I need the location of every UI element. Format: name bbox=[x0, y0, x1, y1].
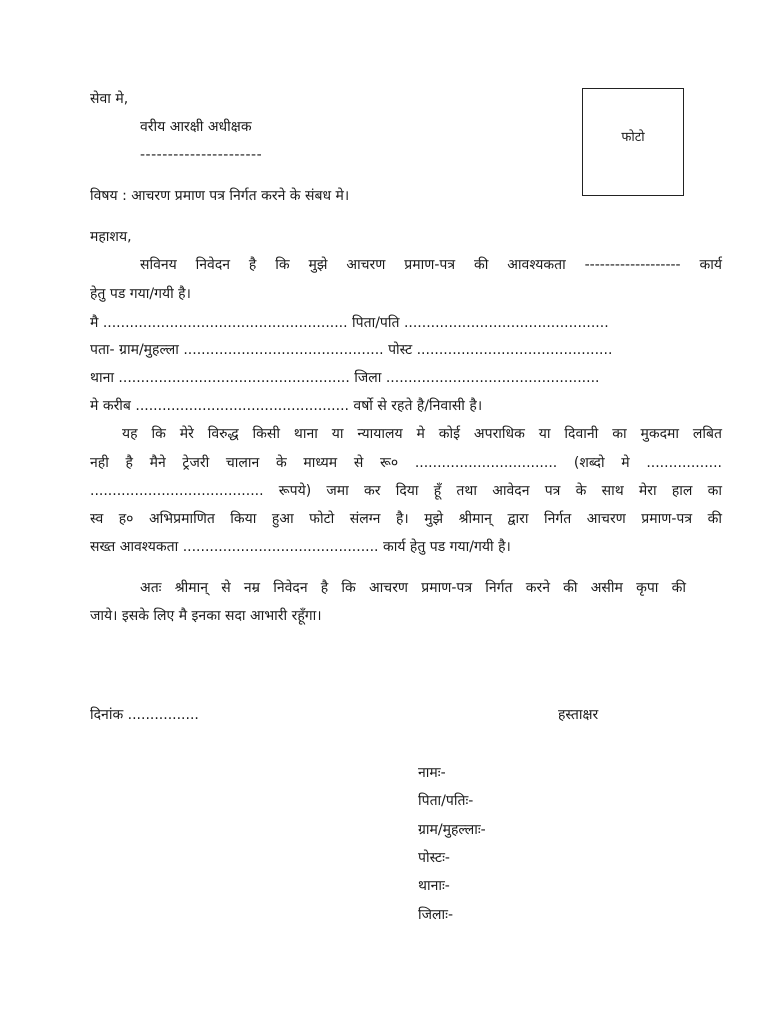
addressee-blank: ---------------------- bbox=[140, 147, 263, 163]
field-address-post: पता- ग्राम/मुहल्ला ............................................. पोस्ट ............................................ bbox=[90, 342, 613, 358]
para2-line2: नही है मैने ट्रेजरी चालान के माध्यम से रू० ................................ (शब्दो मे ................. bbox=[90, 455, 722, 471]
field-thana-district: थाना .................................................... जिला ................................................ bbox=[90, 370, 600, 386]
para2-line5: सख्त आवश्यकता ............................................ कार्य हेतु पड गया/गयी है। bbox=[90, 539, 511, 555]
subject-line: विषय : आचरण प्रमाण पत्र निर्गत करने के संबध मे। bbox=[90, 188, 350, 204]
sig-name: नामः- bbox=[418, 765, 446, 781]
para2-line4: स्व ह० अभिप्रमाणित किया हुआ फोटो संलग्न है। मुझे श्रीमान् द्वारा निर्गत आचरण प्रमाण-पत्र की bbox=[90, 511, 722, 527]
sig-thana: थानाः- bbox=[418, 878, 450, 894]
photo-box bbox=[582, 88, 684, 196]
para3-line2: जाये। इसके लिए मै इनका सदा आभारी रहूँगा। bbox=[90, 608, 322, 624]
para3-line1: अतः श्रीमान् से नम्र निवेदन है कि आचरण प्रमाण-पत्र निर्गत करने की असीम कृपा की bbox=[140, 580, 686, 596]
sig-village: ग्राम/मुहल्लाः- bbox=[418, 822, 486, 838]
photo-label: फोटो bbox=[621, 130, 645, 145]
para2-line3: ....................................... रूपये) जमा कर दिया हूँ तथा आवेदन पत्र के साथ मेरा हाल का bbox=[90, 483, 722, 499]
para2-line1: यह कि मेरे विरुद्ध किसी थाना या न्यायालय मे कोई अपराधिक या दिवानी का मुकदमा लबित bbox=[122, 426, 722, 442]
salutation-to: सेवा मे, bbox=[90, 91, 129, 107]
para1-line1: सविनय निवेदन है कि मुझे आचरण प्रमाण-पत्र की आवश्यकता ------------------- कार्य bbox=[140, 257, 722, 273]
sig-post: पोस्टः- bbox=[418, 850, 450, 866]
addressee-officer: वरीय आरक्षी अधीक्षक bbox=[140, 119, 252, 135]
signature-label: हस्ताक्षर bbox=[558, 707, 599, 723]
para1-line2: हेतु पड गया/गयी है। bbox=[90, 286, 191, 302]
date-field: दिनांक ................ bbox=[90, 707, 199, 723]
sig-father: पिता/पतिः- bbox=[418, 793, 474, 809]
sig-district: जिलाः- bbox=[418, 907, 454, 923]
greeting: महाशय, bbox=[90, 229, 132, 245]
field-residence: मे करीब ................................................ वर्षो से रहते है/निवासी है। bbox=[90, 398, 483, 414]
field-name-father: मै ....................................................... पिता/पति .............................................. bbox=[90, 315, 609, 331]
